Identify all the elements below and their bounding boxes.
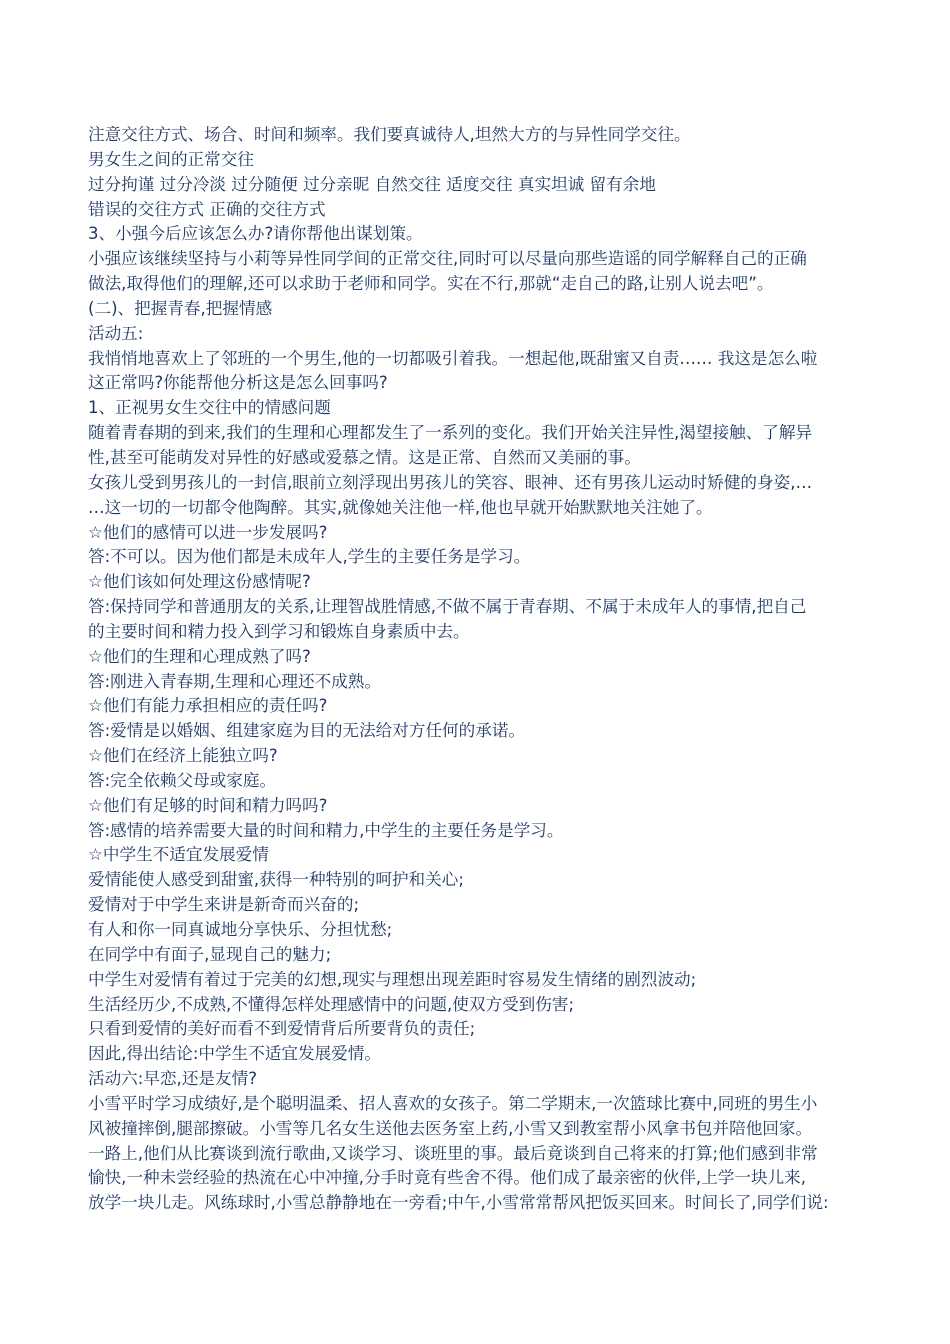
text-line: 小强应该继续坚持与小莉等异性同学间的正常交往,同时可以尽量向那些造谣的同学解释自己的正确 (88, 249, 807, 269)
text-line: 答:完全依赖父母或家庭。 (88, 770, 277, 790)
text-line: 只看到爱情的美好而看不到爱情背后所要背负的责任; (88, 1019, 476, 1039)
text-line: ☆中学生不适宜发展爱情 (88, 845, 269, 865)
text-line: 活动六:早恋,还是友情? (88, 1069, 258, 1089)
text-line: 1、正视男女生交往中的情感问题 (88, 398, 331, 418)
text-line: ☆他们在经济上能独立吗? (88, 746, 278, 766)
text-line: 小雪平时学习成绩好,是个聪明温柔、招人喜欢的女孩子。第二学期末,一次篮球比赛中,同班的男生小 (88, 1093, 818, 1113)
text-line: 活动五: (88, 323, 144, 343)
text-line: 过分拘谨 过分冷淡 过分随便 过分亲昵 自然交往 适度交往 真实坦诚 留有余地 (88, 174, 656, 194)
text-line: 错误的交往方式 正确的交往方式 (88, 199, 326, 219)
text-line: 有人和你一同真诚地分享快乐、分担忧愁; (88, 920, 393, 939)
text-line: 性,甚至可能萌发对异性的好感或爱慕之情。这是正常、自然而又美丽的事。 (88, 447, 641, 467)
text-line: 3、小强今后应该怎么办?请你帮他出谋划策。 (88, 224, 423, 244)
text-line: 答:刚进入青春期,生理和心理还不成熟。 (88, 671, 381, 691)
text-line: ☆他们的生理和心理成熟了吗? (88, 646, 311, 666)
text-line: ☆他们有能力承担相应的责任吗? (88, 696, 328, 716)
text-line: 我悄悄地喜欢上了邻班的一个男生,他的一切都吸引着我。一想起他,既甜蜜又自责…… 我这是怎么啦 (88, 348, 818, 368)
text-line: 答:保持同学和普通朋友的关系,让理智战胜情感,不做不属于青春期、不属于未成年人的事情,把自己 (88, 597, 807, 617)
text-line: 男女生之间的正常交往 (88, 149, 254, 169)
text-line: 的主要时间和精力投入到学习和锻炼自身素质中去。 (88, 621, 470, 641)
text-line: …这一切的一切都令他陶醉。其实,就像她关注他一样,他也早就开始默默地关注她了。 (88, 497, 713, 517)
text-line: ☆他们有足够的时间和精力吗吗? (88, 795, 328, 815)
text-line: 随着青春期的到来,我们的生理和心理都发生了一系列的变化。我们开始关注异性,渴望接触、了解异 (88, 423, 813, 443)
text-line: (二)、把握青春,把握情感 (88, 298, 273, 318)
text-line: 中学生对爱情有着过于完美的幻想,现实与理想出现差距时容易发生情绪的剧烈波动; (88, 969, 697, 989)
text-line: ☆他们的感情可以进一步发展吗? (88, 522, 328, 542)
text-line: 爱情能使人感受到甜蜜,获得一种特别的呵护和关心; (88, 870, 464, 890)
text-line: 在同学中有面子,显现自己的魅力; (88, 944, 332, 964)
text-line: 风被撞摔倒,腿部擦破。小雪等几名女生送他去医务室上药,小雪又到教室帮小风拿书包并陪他回家。 (88, 1118, 813, 1138)
text-line: 一路上,他们从比赛谈到流行歌曲,又谈学习、谈班里的事。最后竟谈到自己将来的打算;他们感到非常 (88, 1143, 818, 1163)
document-body (88, 123, 926, 1216)
text-line: 放学一块儿走。风练球时,小雪总静静地在一旁看;中午,小雪常常帮风把饭买回来。时间长了,同学们说: (88, 1193, 829, 1213)
text-line: 生活经历少,不成熟,不懂得怎样处理感情中的问题,使双方受到伤害; (88, 994, 575, 1014)
text-line: 女孩儿受到男孩儿的一封信,眼前立刻浮现出男孩儿的笑容、眼神、还有男孩儿运动时矫健的身姿,… (88, 472, 813, 492)
text-line: 这正常吗?你能帮他分析这是怎么回事吗? (88, 373, 388, 393)
text-line: 做法,取得他们的理解,还可以求助于老师和同学。实在不行,那就“走自己的路,让别人说去吧”。 (88, 274, 774, 294)
text-line: 爱情对于中学生来讲是新奇而兴奋的; (88, 895, 360, 915)
text-line: 答:感情的培养需要大量的时间和精力,中学生的主要任务是学习。 (88, 820, 564, 840)
text-line: 因此,得出结论:中学生不适宜发展爱情。 (88, 1044, 381, 1064)
text-line: 答:不可以。因为他们都是未成年人,学生的主要任务是学习。 (88, 547, 531, 567)
text-line: 注意交往方式、场合、时间和频率。我们要真诚待人,坦然大方的与异性同学交往。 (88, 125, 691, 144)
text-line: ☆他们该如何处理这份感情呢? (88, 572, 311, 592)
text-line: 愉快,一种未尝经验的热流在心中冲撞,分手时竟有些舍不得。他们成了最亲密的伙伴,上学一块儿来, (88, 1168, 807, 1188)
text-line: 答:爱情是以婚姻、组建家庭为目的无法给对方任何的承诺。 (88, 721, 526, 741)
